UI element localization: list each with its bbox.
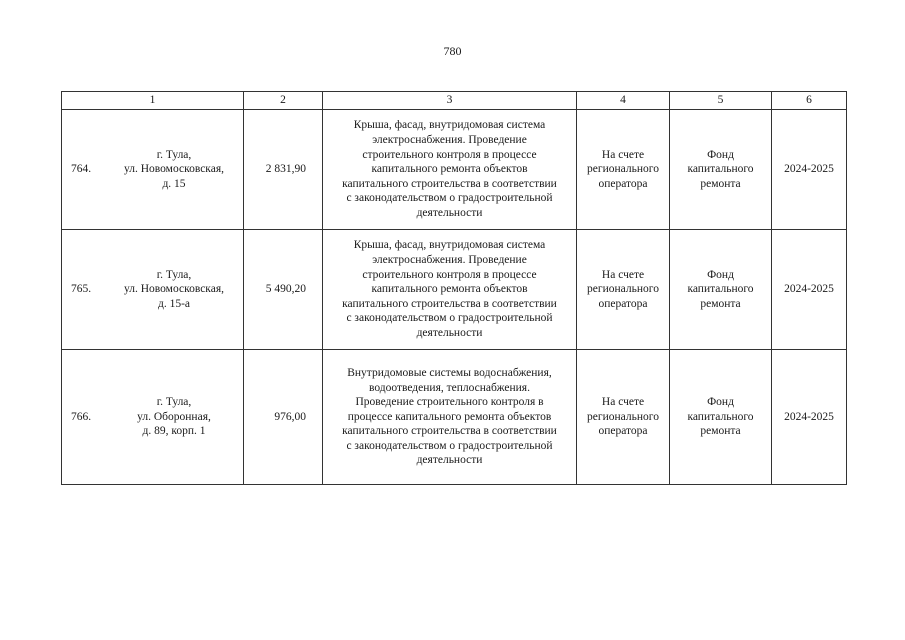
column-header-5: 5 [670, 92, 772, 110]
column-header-4: 4 [577, 92, 670, 110]
period-cell: 2024-2025 [772, 230, 847, 350]
address-cell [62, 230, 244, 350]
table-row [62, 230, 847, 350]
period-cell: 2024-2025 [772, 110, 847, 230]
row-number: 764. [71, 163, 92, 176]
table-row [62, 350, 847, 485]
funding-cell: На счете регионального оператора [577, 230, 670, 350]
table-row [62, 110, 847, 230]
period-cell: 2024-2025 [772, 350, 847, 485]
funding-cell: На счете регионального оператора [577, 110, 670, 230]
column-header-3: 3 [323, 92, 577, 110]
address: г. Тула, ул. Оборонная, д. 89, корп. 1 [137, 396, 211, 438]
value-cell: 976,00 [244, 350, 323, 485]
works-cell: Крыша, фасад, внутридомовая система электроснабжения. Проведение строительного контроля в процессе капитального ремонта объектов капитального строительства в соответствии с законодательством о градостроительной деятельности [323, 230, 577, 350]
source-cell: Фонд капитального ремонта [670, 110, 772, 230]
works-cell: Внутридомовые системы водоснабжения, водоотведения, теплоснабжения. Проведение строительного контроля в процессе капитального ремонта объектов капитального строительства в соответствии с законодательством о градостроительной деятельности [323, 350, 577, 485]
column-header-6: 6 [772, 92, 847, 110]
header-row [62, 92, 847, 110]
source-cell: Фонд капитального ремонта [670, 230, 772, 350]
row-number: 765. [71, 283, 92, 296]
page-number: 780 [443, 44, 462, 58]
funding-cell: На счете регионального оператора [577, 350, 670, 485]
row-number: 766. [71, 410, 92, 423]
address: г. Тула, ул. Новомосковская, д. 15-а [124, 268, 224, 310]
value-cell: 2 831,90 [244, 110, 323, 230]
address-cell [62, 110, 244, 230]
column-header-2: 2 [244, 92, 323, 110]
source-cell: Фонд капитального ремонта [670, 350, 772, 485]
column-header-1: 1 [62, 92, 244, 110]
repair-table [61, 91, 847, 485]
works-cell: Крыша, фасад, внутридомовая система электроснабжения. Проведение строительного контроля в процессе капитального ремонта объектов капитального строительства в соответствии с законодательством о градостроительной деятельности [323, 110, 577, 230]
address-cell [62, 350, 244, 485]
address: г. Тула, ул. Новомосковская, д. 15 [124, 148, 224, 190]
value-cell: 5 490,20 [244, 230, 323, 350]
